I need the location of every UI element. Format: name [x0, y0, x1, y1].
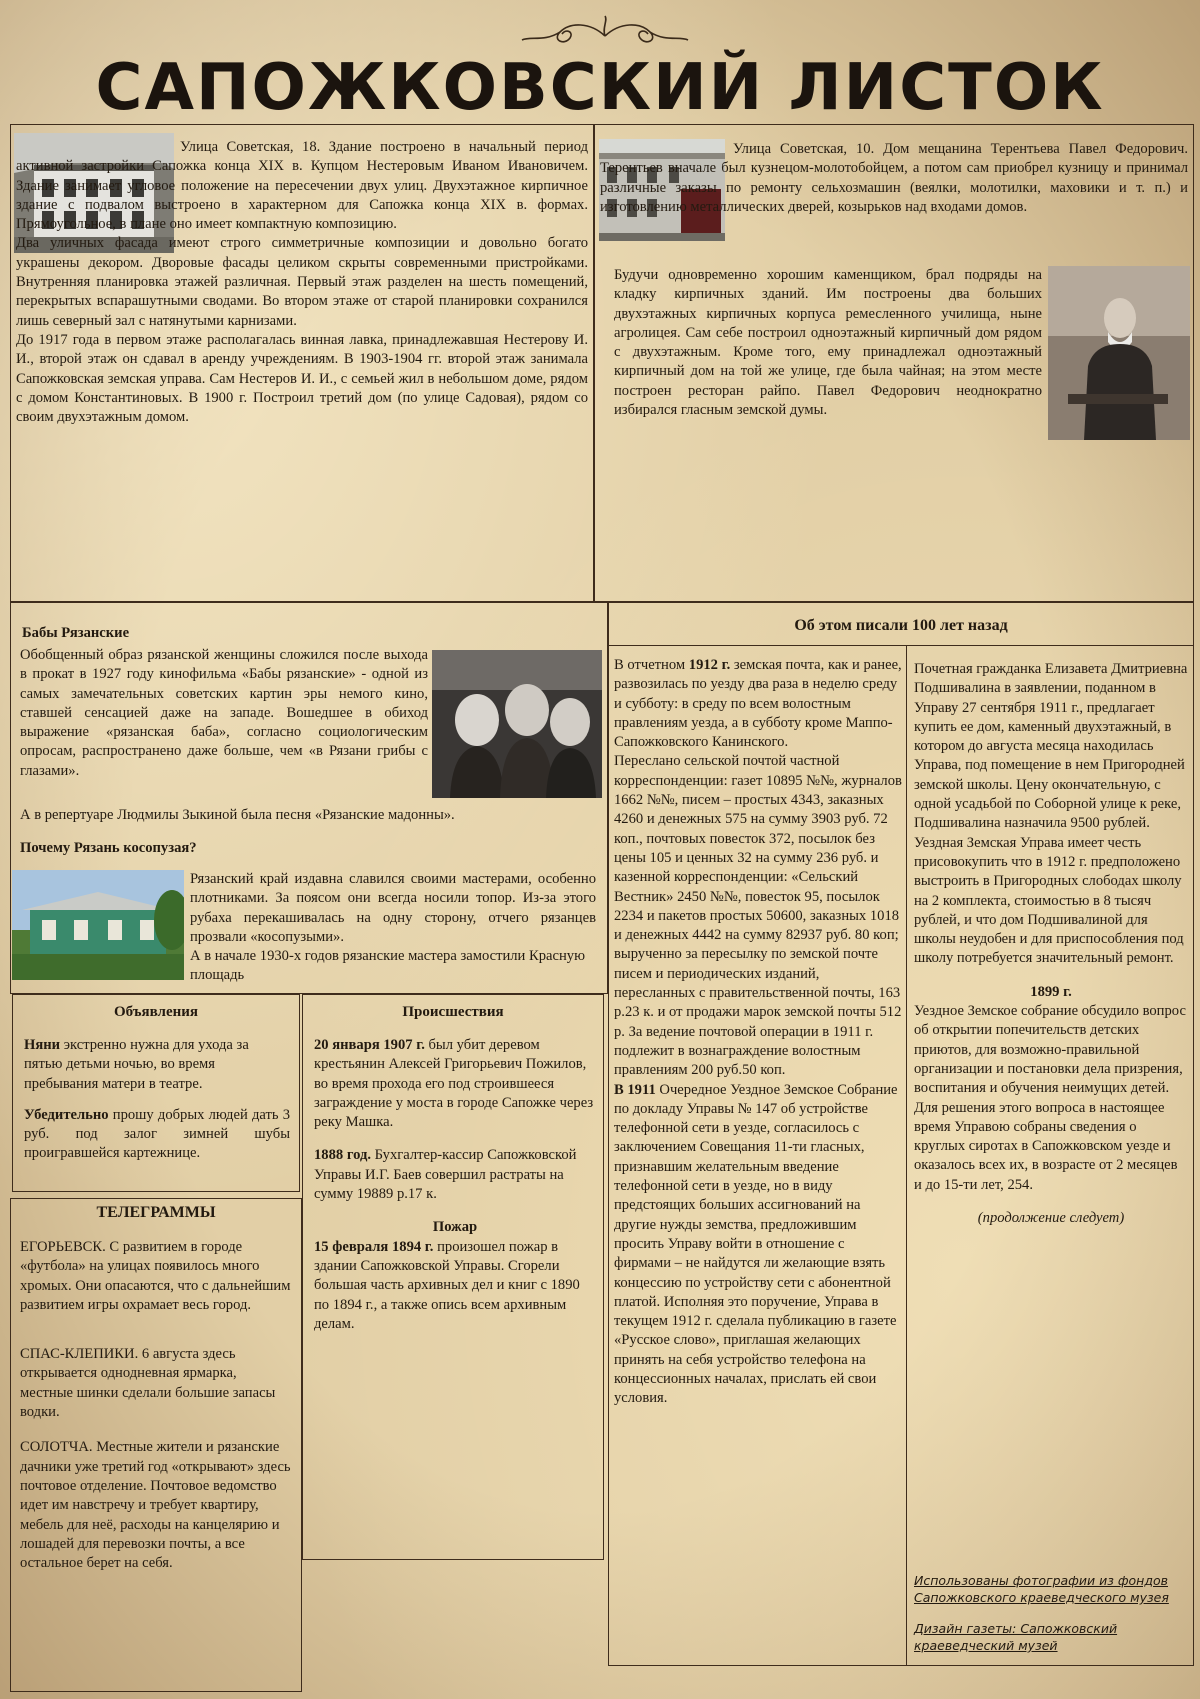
babas-p2: А в репертуаре Людмилы Зыкиной была песня «Рязанские мадонны».: [20, 807, 455, 823]
century-left-p1-pre: В отчетном: [614, 657, 689, 673]
incident-3-text: произошел пожар в здании Сапожковской Управы. Сгорели большая часть архивных дел и книг с 1890 по 1894 г., а также опись всем архивным делам.: [314, 1238, 580, 1332]
ads-heading: Объявления: [113, 1004, 199, 1020]
kosopuzaya-p4: А в начале 1930-х годов рязанские мастера замостили Красную площадь: [190, 948, 586, 984]
century-left-p2: Переслано сельской почтой частной корреспонденции: газет 10895 №№, журналов 1662 №№, писем – простых 4343, заказных 4260 и денежных 575 на сумму 3903 руб. 72 коп., почтовых повесток 372, посылок без цены 105 и ценных 32 на сумму 236 руб. и казенной корреспонденции: «Сельский Вестник» 2450 №№, повесток 95, посылок 2234 и пакетов простых 50600, заказных 1018 и денежных 4442 на сумму 82937 руб. 80 коп; вырученно за пересылку по земской почте писем и периодических изданий, пересланных с правительственной почты, 163 р.23 к. и от продажи марок земской почты 512 р. За ведение почтовой операции в 1911 г. подлежит в вознаграждение волостным правлениям 200 руб.50 коп.: [614, 753, 902, 1079]
incident-1: [314, 1036, 596, 1132]
kosopuzaya-p3: Рязанский край издавна славился своими мастерами, особенно плотниками. За поясом они всегда носили топор. Из-за этого рубаха перекашивалась на одну сторону, отчего рязанцев прозвали «косопузыми».: [190, 871, 596, 945]
century-right-year: 1899 г.: [1030, 983, 1072, 1000]
incident-2-text: Бухгалтер-кассир Сапожковской Управы И.Г. Баев совершил растраты на сумму 19889 р.17 к.: [314, 1147, 577, 1203]
article-1-p1: Улица Советская, 18. Здание построено в начальный период активной застройки Сапожка конца XIX в. Купцом Нестеровым Иваном Ивановичем. Здание занимает угловое положение на пересечении двух улиц. Двухэтажное кирпичное здание с подвалом выстроено в характерном для Сапожка конца XIX в. формах. Прямоугольное, в плане оно имеет компактную композицию.: [16, 139, 588, 233]
telegrams-heading: ТЕЛЕГРАММЫ: [96, 1204, 216, 1221]
article-2-p2: Будучи одновременно хорошим каменщиком, брал подряды на кладку кирпичных зданий. Им построены два больших двухэтажных кирпичных корпуса ремесленного училища, ныне агролицея. Сам себе построил одноэтажный кирпичный дом рядом с двухэтажным. Кроме того, ему принадлежал одноэтажный кирпичный дом на той же улице, где была чайная; на этом месте построен ресторан райпо. Павел Федорович неоднократно избирался гласным земской думы.: [614, 267, 1042, 419]
babas-p1: Обобщенный образ рязанской женщины сложился после выхода в прокат в 1927 году кинофильма «Бабы рязанские» - одной из самых замечательных советских картин эры немого кино, ставшей сенсацией даже на западе. Вошедшее в обиход выражение «рязанская баба», согласно социологическим опросам, распространено даже больше, чем «в Рязани грибы с глазами».: [20, 647, 428, 779]
ad-2-bold: Убедительно: [24, 1106, 109, 1123]
century-left-p1-text: земская почта, как и ранее, развозилась по уезду два раза в неделю среду и субботу: в среду по всем волостным правлениям уезда, а в субботу кроме Маппо-Сапожковского Канинского.: [614, 657, 902, 751]
century-left-p1-year: 1912 г.: [688, 657, 731, 673]
incident-2: [314, 1146, 596, 1204]
incident-2-date: 1888 год.: [314, 1147, 372, 1164]
telegrams-text: [20, 1238, 292, 1573]
babas-text: [20, 646, 428, 781]
telegram-2: СПАС-КЛЕПИКИ. 6 августа здесь открывается однодневная ярмарка, местные шинки сделали большие запасы водки.: [20, 1346, 276, 1421]
century-left-p3-year: В 1911: [614, 1081, 656, 1098]
century-right-p2: Уездное Земское собрание обсудило вопрос об открытии попечительств детских приютов, для возможно-правильной организации и постановки дела призрения, воспитания и обучения неимущих детей. Для решения этого вопроса в настоящее время Управою собраны сведения о круглых сиротах в Сапожковском уезде и оказалось всех их, в возрасте от 2 месяцев и до 15-ти лет, 254.: [914, 1003, 1186, 1193]
incident-3-date: 15 февраля 1894 г.: [314, 1238, 434, 1255]
century-right-text: [914, 660, 1188, 1228]
fire-heading: Пожар: [432, 1219, 478, 1236]
article-1-p3: До 1917 года в первом этаже располагалась винная лавка, принадлежавшая Нестерову И. И., второй этаж он сдавал в аренду учреждениям. В 1903-1904 гг. второй этаж занимала Сапожковская земская управа. Сам Нестеров И. И., с семьей жил в небольшом доме, рядом с домом Константиновых. В 1900 г. Построил третий дом (по улице Садовая), рядом со своим двухэтажным домом.: [16, 331, 588, 426]
ad-1: [24, 1036, 290, 1094]
century-divider: [608, 645, 1194, 646]
century-column-divider: [906, 646, 907, 1666]
century-left-p1: [614, 656, 902, 752]
ad-1-text: экстренно нужна для ухода за пятью детьми ночью, во время пребывания матери в театре.: [24, 1037, 249, 1092]
article-2-text: [600, 140, 1188, 217]
telegram-3: СОЛОТЧА. Местные жители и рязанские дачники уже третий год «открывают» здесь почтовое отделение. Почтовое ведомство идет им навстречу и требует квартиру, мебель для неё, расходы на канцелярию и лошадей для перевозки почты, а все остальное берет на себя.: [20, 1439, 291, 1572]
ad-1-bold: Няни: [24, 1037, 61, 1053]
article-1-text: [16, 138, 588, 427]
babas-heading: Бабы Рязанские: [22, 625, 130, 641]
kosopuzaya-heading: Почему Рязань косопузая?: [20, 840, 197, 856]
century-left-text: [614, 656, 902, 1409]
century-right-p1: Почетная гражданка Елизавета Дмитриевна Подшивалина в заявлении, поданном в Управу 27 сентября 1911 г., предлагает купить ее дом, каменный двухэтажный, в котором до августа месяца находилась Управа, под помещение в нем Пригородней земской школы. Цену окончательную, с одной усадьбой по Соборной улице к реке, Подшивалина назначила 9500 рублей. Уездная Земская Управа имеет честь присовокупить что в 1912 г. предположено выстроить в Пригородных слободах школу на 2 комплекта, стоимостью в 8 тысяч рублей, и что дом Подшивалиной для школы неудобен и для приспособления под школу потребуется значительный ремонт.: [914, 661, 1188, 967]
photo-wooden-house: [12, 870, 184, 980]
design-credits: Дизайн газеты: Сапожковский краеведческий музей: [914, 1621, 1118, 1653]
incidents-heading: Происшествия: [402, 1004, 504, 1020]
telegram-1: ЕГОРЬЕВСК. С развитием в городе «футбола» на улицах появилось много хромых. Они опасаются, что с дальнейшим развитием игры охрамает весь город.: [20, 1239, 291, 1313]
photo-portrait-terentyev: [1048, 266, 1190, 440]
photo-ryazan-women: [432, 650, 602, 798]
article-2-text-cont: [614, 266, 1042, 420]
ad-2-text: прошу добрых людей дать 3 руб. под залог зимней шубы проигравшейся картежнице.: [24, 1106, 290, 1162]
incidents-text: [314, 1036, 596, 1334]
newspaper-title: САПОЖКОВСКИЙ ЛИСТОК: [95, 51, 1105, 125]
kosopuzaya-text: [190, 870, 596, 986]
photo-credits: Использованы фотографии из фондов Сапожковского краеведческого музея: [914, 1573, 1169, 1605]
incident-1-date: 20 января 1907 г.: [314, 1037, 425, 1053]
continued-note: (продолжение следует): [977, 1210, 1125, 1227]
incident-1-text: был убит деревом крестьянин Алексей Григорьевич Пожилов, во время прохода его под строившееся заграждение у моста в городе Сапожке через реку Машка.: [314, 1037, 594, 1131]
incident-3: [314, 1238, 596, 1334]
article-1-p2: Два уличных фасада имеют строго симметричные композиции и довольно богато украшены декором. Дворовые фасады целиком скрыты современными пристройками. Внутренняя планировка этажей различная. Первый этаж разделен на шесть помещений, перекрытых вспарашутными сводами. Во втором этаже от старой планировки сохранился лишь северный зал с натянутыми карнизами.: [16, 235, 588, 329]
ad-2: [24, 1106, 290, 1164]
article-2-p1: Улица Советская, 10. Дом мещанина Терентьева Павел Федорович. Терентьев вначале был кузнецом-молотобойцем, а потом сам приобрел кузницу и принимал различные заказы по ремонту сельхозмашин (веялки, молотилки, маховики и т. п.) и изготовлению металлических дверей, козырьков над входами домов.: [600, 141, 1188, 215]
ads-text: [24, 1036, 290, 1164]
century-left-p3-text: Очередное Уездное Земское Собрание по докладу Управы № 147 об устройстве телефонной сети в уезде, согласилось с заключением Совещания 11-ти гласных, признавшим желательным введение телефонной сети в уезде, но в виду предстоящих больших ассигнований на другие нужды земства, предложившим просить Управу войти в отношение с фирмами – не найдутся ли желающие взять концессию по устройству сети с абонентной платой. Исполняя это поручение, Управа в текущем 1912 г. сделала публикацию в газете «Русское слово», приглашая желающих принять на себя устройство телефона на концессионных началах, прислать ей свои условия.: [614, 1081, 898, 1407]
century-left-p3: [614, 1081, 902, 1409]
century-heading: Об этом писали 100 лет назад: [794, 617, 1008, 634]
